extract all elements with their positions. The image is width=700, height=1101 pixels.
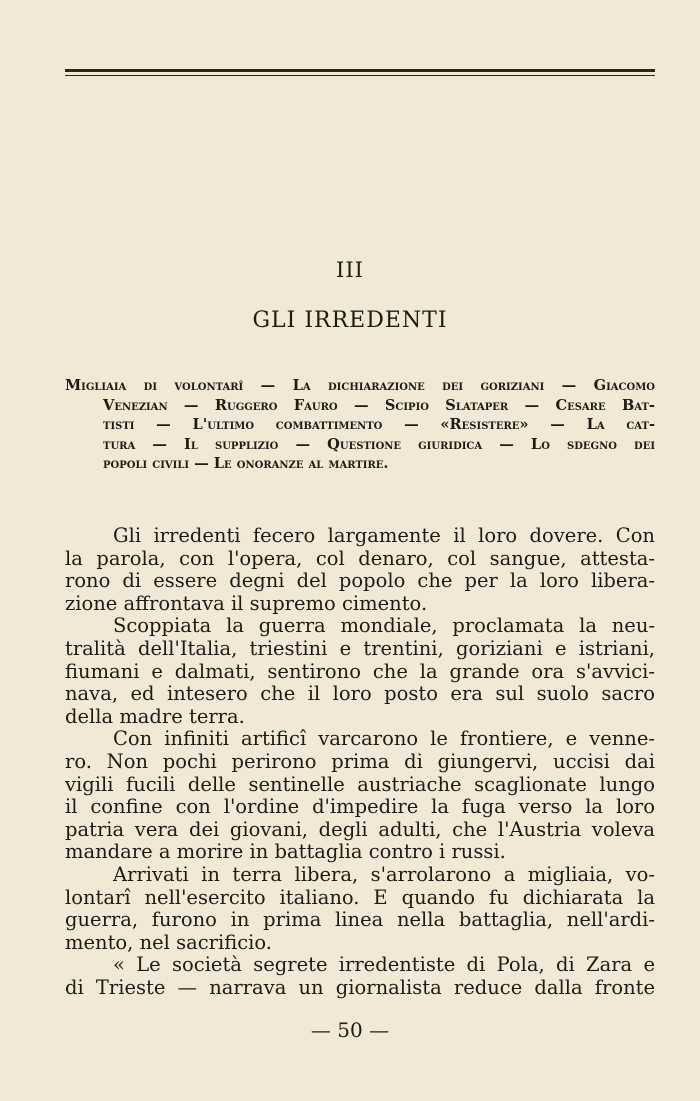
body-text — [65, 525, 655, 999]
text-line: fiumani e dalmati, sentirono che la grande ora s'avvici- — [65, 659, 655, 683]
text-line: tralità dell'Italia, triestini e trentini, goriziani e istriani, — [65, 636, 655, 660]
text-line: nava, ed intesero che il loro posto era sul suolo sacro — [65, 682, 655, 706]
summary-line: Venezian — Ruggero Fauro — Scipio Slataper — Cesare Bat- — [103, 396, 655, 414]
text-line: lontarî nell'esercito italiano. E quando fu dichiarata la — [65, 885, 655, 909]
page-number: — 50 — — [310, 1018, 390, 1042]
text-line: il confine con l'ordine d'impedire la fuga verso la loro — [65, 795, 655, 819]
text-line: « Le società segrete irredentiste di Pola, di Zara e — [113, 953, 655, 977]
summary-line: tisti — L'ultimo combattimento — «Resistere» — La cat- — [103, 416, 655, 433]
text-line: Arrivati in terra libera, s'arrolarono a migliaia, vo- — [113, 862, 655, 886]
text-line: ro. Non pochi perirono prima di giungervi, uccisi dai — [65, 749, 655, 773]
chapter-summary — [65, 376, 655, 474]
text-line: Gli irredenti fecero largamente il loro dovere. Con — [113, 524, 655, 547]
chapter-title: GLI IRREDENTI — [252, 308, 448, 333]
text-line: Scoppiata la guerra mondiale, proclamata la neu- — [113, 614, 655, 638]
text-line: rono di essere degni del popolo che per la loro libera- — [65, 569, 655, 593]
text-line: zione affrontava il supremo cimento. — [65, 591, 428, 615]
text-line: vigili fucili delle sentinelle austriache scaglionate lungo — [65, 772, 655, 796]
summary-line: popoli civili — Le onoranze al martire. — [103, 455, 389, 472]
text-line: la parola, con l'opera, col denaro, col sangue, attesta- — [65, 546, 655, 570]
text-line: patria vera dei giovani, degli adulti, che l'Austria voleva — [65, 817, 655, 841]
header-rule-thick — [65, 69, 655, 72]
summary-line: Migliaia di volontarî — La dichiarazione dei goriziani — Giacomo — [65, 377, 655, 394]
chapter-number: III — [336, 258, 364, 282]
text-line: mento, nel sacrificio. — [65, 930, 272, 954]
text-line: guerra, furono in prima linea nella battaglia, nell'ardi- — [65, 908, 655, 932]
text-line: mandare a morire in battaglia contro i russi. — [65, 840, 506, 864]
text-line: Con infiniti artificî varcarono le frontiere, e venne- — [113, 727, 655, 751]
header-rule-thin — [65, 75, 655, 76]
text-line: di Trieste — narrava un giornalista reduce dalla fronte — [65, 975, 655, 999]
summary-line: tura — Il supplizio — Questione giuridica — Lo sdegno dei — [103, 435, 655, 453]
text-line: della madre terra. — [65, 704, 245, 728]
